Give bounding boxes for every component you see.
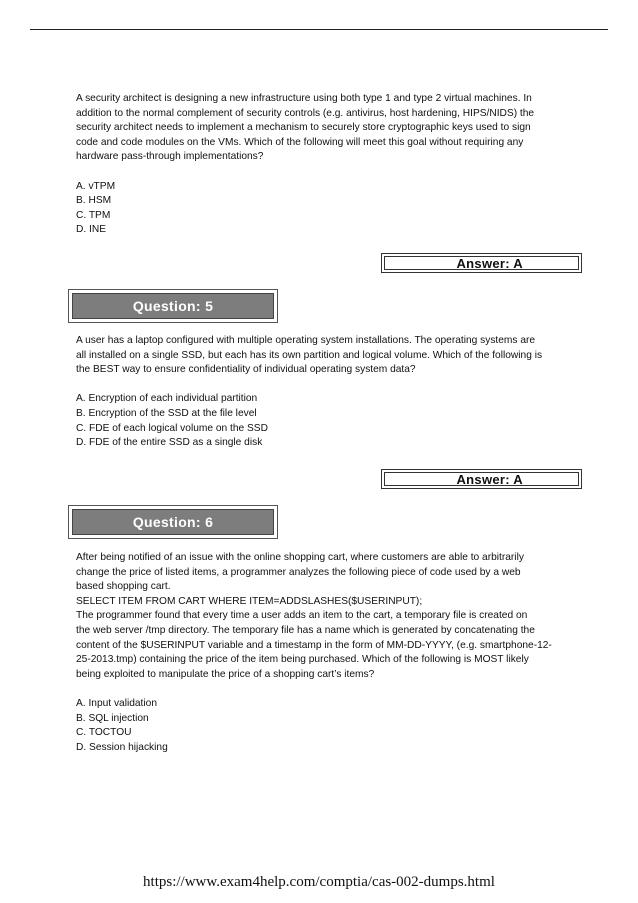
question-text-line: security architect needs to implement a mechanism to securely store cryptographic keys used to sign	[76, 122, 531, 134]
question-text-line: hardware pass-through implementations?	[76, 151, 264, 163]
question-text-line: addition to the normal complement of security controls (e.g. antivirus, host hardening, HIPS/NIDS) the	[76, 107, 535, 119]
option-d: D. FDE of the entire SSD as a single disk	[76, 437, 263, 449]
question-text-line: content of the $USERINPUT variable and a timestamp in the form of MM-DD-YYYY, (e.g. smartphone-12-	[76, 639, 552, 651]
question-text-line: based shopping cart.	[76, 581, 171, 593]
question-text-line: the web server /tmp directory. The temporary file has a name which is generated by concatenating the	[76, 624, 535, 636]
question-text-line: change the price of listed items, a programmer analyzes the following piece of code used by a web	[76, 566, 521, 578]
answer-box-q5	[381, 469, 582, 489]
question-text-line: being exploited to manipulate the price of a shopping cart’s items?	[76, 668, 375, 680]
question-text-line: A security architect is designing a new infrastructure using both type 1 and type 2 virtual machines. In	[76, 93, 532, 104]
question-text-line: After being notified of an issue with the online shopping cart, where customers are able to arbitrarily	[76, 552, 524, 563]
answer-label: Answer: A	[384, 472, 579, 486]
option-d: D. INE	[76, 224, 107, 236]
question-text-line: all installed on a single SSD, but each has its own partition and logical volume. Which of the following is	[76, 349, 543, 361]
code-line: SELECT ITEM FROM CART WHERE ITEM=ADDSLASHES($USERINPUT);	[76, 595, 423, 607]
option-c: C. FDE of each logical volume on the SSD	[76, 422, 268, 434]
option-d: D. Session hijacking	[76, 741, 168, 753]
option-c: C. TOCTOU	[76, 727, 132, 739]
question-5-block	[76, 334, 576, 451]
question-heading-box-6	[68, 505, 278, 539]
answer-label: Answer: A	[384, 256, 579, 270]
question-text-line: The programmer found that every time a user adds an item to the cart, a temporary file is created on	[76, 610, 528, 622]
option-a: A. Input validation	[76, 697, 157, 709]
question-heading-box-5	[68, 289, 278, 323]
option-c: C. TPM	[76, 209, 111, 221]
question-6-block	[76, 551, 576, 755]
top-rule	[30, 29, 608, 30]
answer-box-q4	[381, 253, 582, 273]
option-a: A. Encryption of each individual partition	[76, 393, 258, 405]
question-4-block	[76, 92, 576, 238]
option-b: B. HSM	[76, 195, 112, 207]
question-text-line: A user has a laptop configured with multiple operating system installations. The operating systems are	[76, 335, 536, 346]
footer-url[interactable]: https://www.exam4help.com/comptia/cas-002-dumps.html	[143, 874, 495, 890]
option-b: B. Encryption of the SSD at the file level	[76, 407, 257, 419]
question-text-line: code and code modules on the VMs. Which of the following will meet this goal without requiring any	[76, 136, 524, 148]
question-text-line: 25-2013.tmp) containing the price of the item being purchased. Which of the following is MOST likely	[76, 654, 529, 666]
option-b: B. SQL injection	[76, 712, 149, 724]
question-heading: Question: 6	[72, 509, 274, 535]
option-a: A. vTPM	[76, 180, 116, 192]
question-text-line: the BEST way to ensure confidentiality of individual operating system data?	[76, 364, 416, 376]
question-heading: Question: 5	[72, 293, 274, 319]
